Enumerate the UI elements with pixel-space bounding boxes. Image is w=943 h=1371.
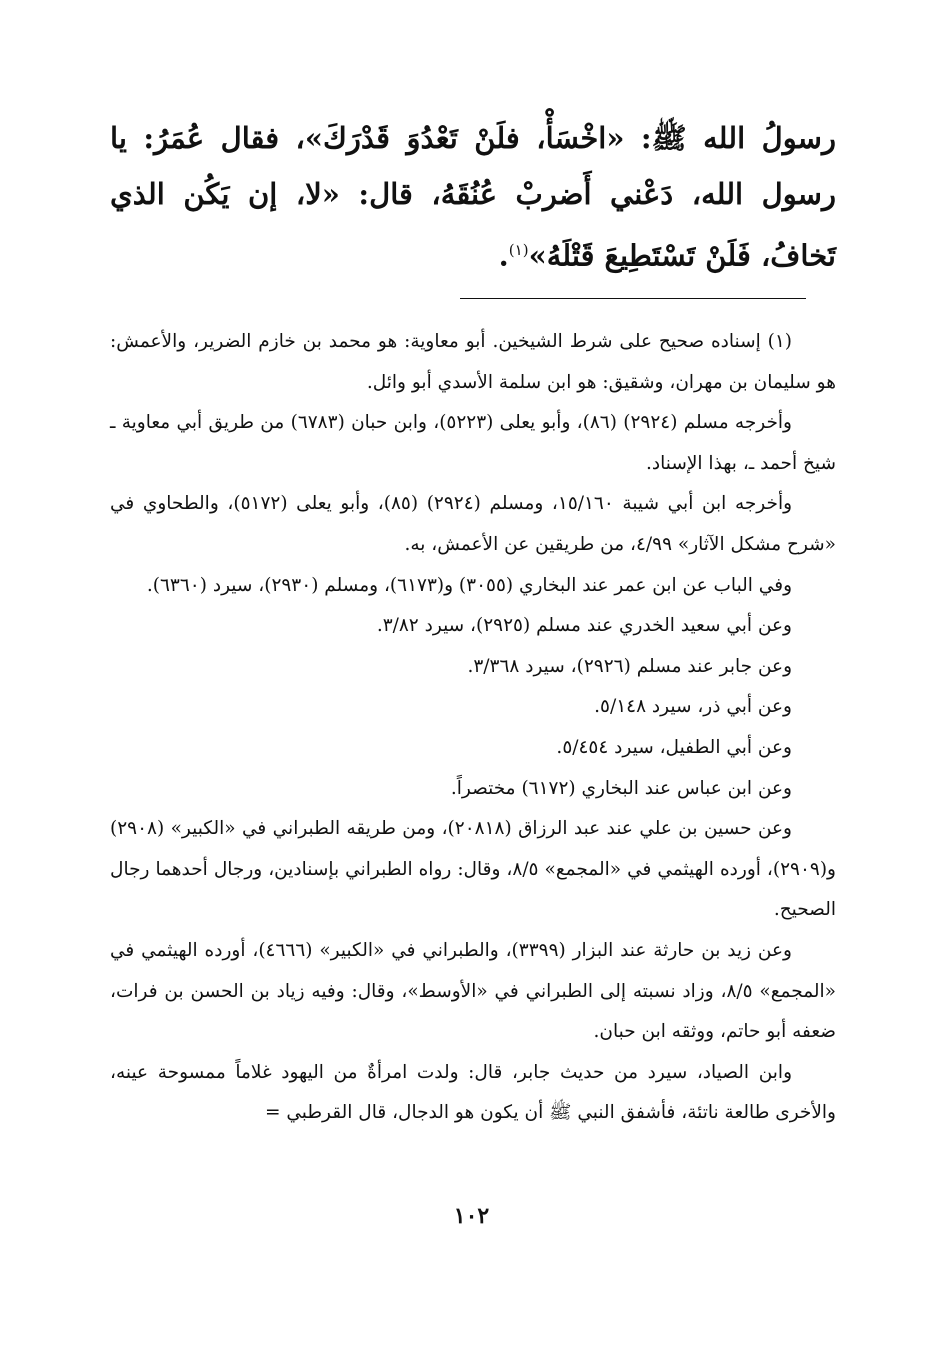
footnote-paragraph: وابن الصياد، سيرد من حديث جابر، قال: ولدت امرأةٌ من اليهود غلاماً ممسوحة عينه، والأخرى طالعة ناتئة، فأشفق النبي ﷺ أن يكون هو الدجال، قال القرطبي = (110, 1061, 836, 1124)
footnote-paragraph: وفي الباب عن ابن عمر عند البخاري (٣٠٥٥) و(٦١٧٣)، ومسلم (٢٩٣٠)، سيرد (٦٣٦٠). (146, 574, 792, 596)
footnote-paragraph: وعن أبي الطفيل، سيرد ٥/٤٥٤. (556, 736, 792, 758)
main-paragraph (110, 110, 836, 284)
main-paragraph-text: رسولُ الله ﷺ: «اخْسَأْ، فلَنْ تَعْدُوَ قَدْرَكَ»، فقال عُمَرُ: يا رسول الله، دَعْني أَضربْ عُنُقَهُ، قال: «لا، إن يَكُن الذي تَخافُ، فَلَنْ تَسْتَطِيعَ قَتْلَهُ» (110, 121, 836, 273)
main-text (110, 110, 836, 284)
page-number: ١٠٢ (453, 1203, 490, 1229)
footnote-separator (460, 298, 806, 299)
footnotes (110, 322, 836, 1134)
footnote-paragraph: وعن أبي سعيد الخدري عند مسلم (٢٩٢٥)، سيرد ٣/٨٢. (376, 615, 792, 637)
footnote-reference: (١) (508, 241, 529, 259)
footnote-paragraph: وعن ابن عباس عند البخاري (٦١٧٢) مختصراً. (450, 777, 792, 799)
footnote-paragraph: وعن زيد بن حارثة عند البزار (٣٣٩٩)، والطبراني في «الكبير» (٤٦٦٦)، أورده الهيثمي في «المجمع» ٨/٥، وزاد نسبته إلى الطبراني في «الأوسط»، وقال: وفيه زياد بن الحسن بن فرات، ضعفه أبو حاتم، ووثقه ابن حبان. (110, 939, 836, 1043)
footnote-paragraph: وعن جابر عند مسلم (٢٩٢٦)، سيرد ٣/٣٦٨. (467, 655, 792, 677)
footnote-paragraph: وأخرجه ابن أبي شيبة ١٥/١٦٠، ومسلم (٢٩٢٤) (٨٥)، وأبو يعلى (٥١٧٢)، والطحاوي في «شرح مشكل الآثار» ٤/٩٩، من طريقين عن الأعمش، به. (110, 493, 836, 555)
main-paragraph-end: . (498, 238, 509, 273)
footnote-paragraph: (١) إسناده صحيح على شرط الشيخين. أبو معاوية: هو محمد بن خازم الضرير، والأعمش: هو سليمان بن مهران، وشقيق: هو ابن سلمة الأسدي أبو وائل. (110, 331, 836, 393)
footnote-paragraph: وعن حسين بن علي عند عبد الرزاق (٢٠٨١٨)، ومن طريقه الطبراني في «الكبير» (٢٩٠٨) و(٢٩٠٩)، أورده الهيثمي في «المجمع» ٨/٥، وقال: رواه الطبراني بإسنادين، ورجال أحدهما رجال الصحيح. (110, 818, 836, 921)
footnote-paragraph: وعن أبي ذر، سيرد ٥/١٤٨. (594, 696, 792, 718)
footnote-paragraph: وأخرجه مسلم (٢٩٢٤) (٨٦)، وأبو يعلى (٥٢٢٣)، وابن حبان (٦٧٨٣) من طريق أبي معاوية ـ شيخ أحمد ـ، بهذا الإسناد. (110, 412, 836, 474)
